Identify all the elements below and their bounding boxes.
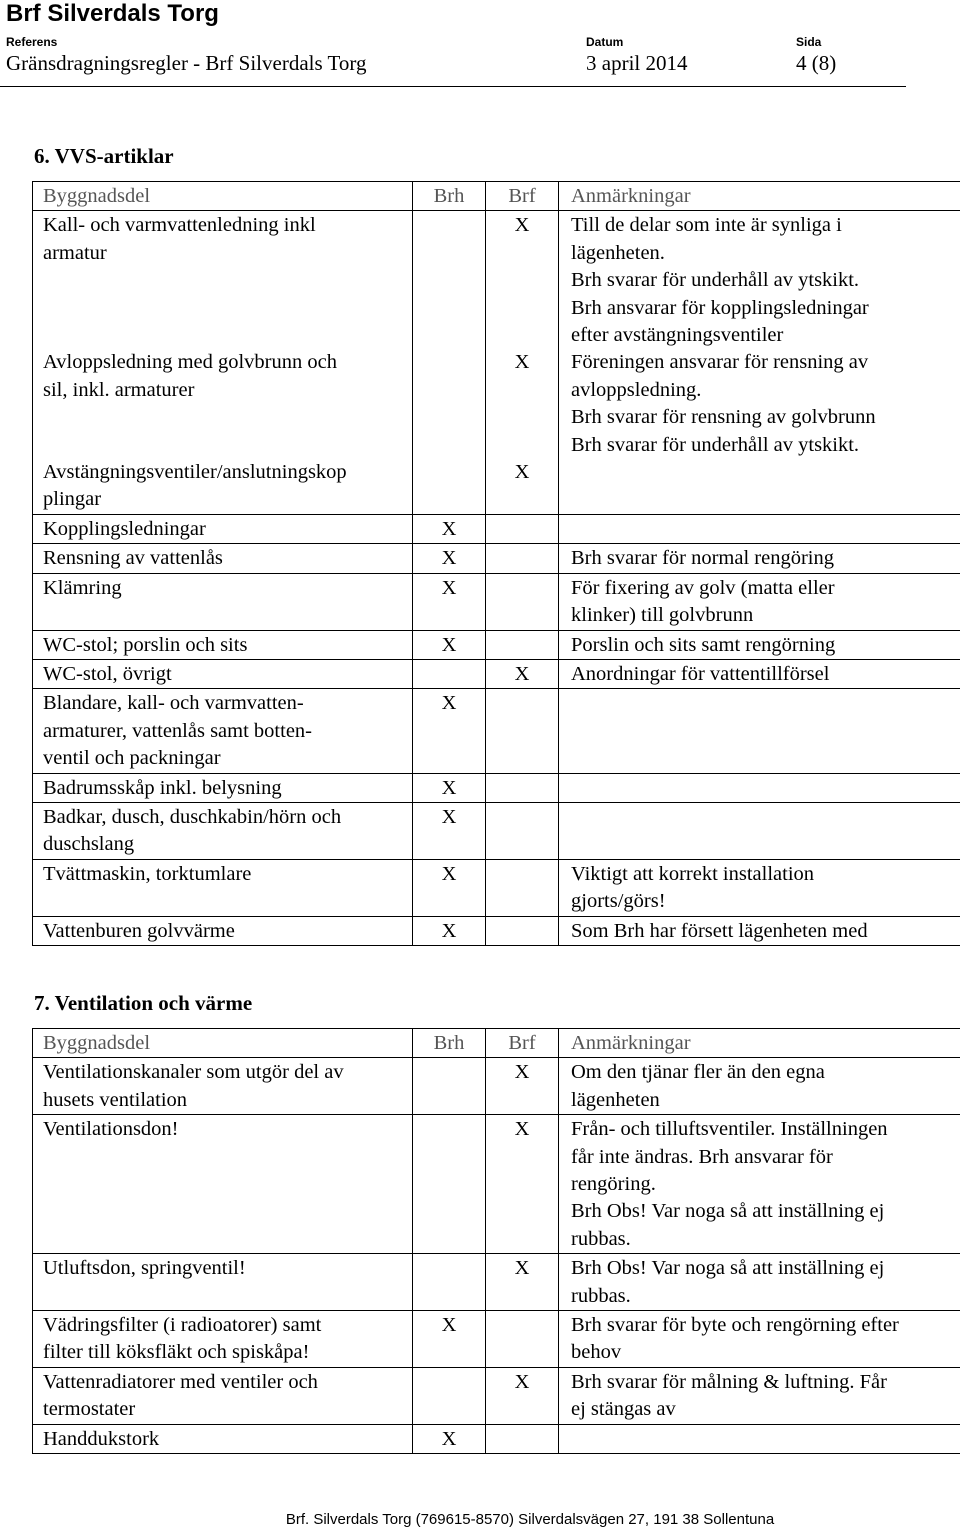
vvs-table bbox=[32, 181, 960, 946]
column-header-notes: Anmärkningar bbox=[559, 182, 960, 211]
table-row bbox=[33, 1424, 960, 1453]
reference-value: Gränsdragningsregler - Brf Silverdals Torg bbox=[6, 51, 367, 75]
building-part-cell: Vattenburen golvvärme bbox=[33, 916, 413, 945]
brf-responsibility-cell bbox=[486, 1311, 559, 1368]
remarks-cell: Till de delar som inte är synliga i lägenheten. Brh svarar för underhåll av ytskikt. Brh ansvarar för kopplingsledningar efter avstängningsventiler Föreningen ansvarar för rensning av avloppsledning. Brh svarar för rensning av golvbrunn Brh svarar för underhåll av ytskikt. bbox=[559, 211, 960, 514]
brh-responsibility-cell: X bbox=[413, 773, 486, 802]
building-part-cell: WC-stol; porslin och sits bbox=[33, 630, 413, 659]
section-title-vvs: 6. VVS-artiklar bbox=[34, 144, 174, 168]
remarks-cell: För fixering av golv (matta eller klinker) till golvbrunn bbox=[559, 573, 960, 630]
organization-title: Brf Silverdals Torg bbox=[6, 0, 219, 27]
table-row bbox=[33, 1254, 960, 1311]
building-part-cell: Badrumsskåp inkl. belysning bbox=[33, 773, 413, 802]
brf-responsibility-cell: X bbox=[486, 1058, 559, 1115]
table-row bbox=[33, 544, 960, 573]
remarks-cell: Om den tjänar fler än den egna lägenheten bbox=[559, 1058, 960, 1115]
brh-responsibility-cell: X bbox=[413, 514, 486, 543]
remarks-cell: Brh svarar för byte och rengörning efter behov bbox=[559, 1311, 960, 1368]
brh-responsibility-cell: X bbox=[413, 689, 486, 773]
building-part-cell: Blandare, kall- och varmvatten- armaturer, vattenlås samt botten- ventil och packningar bbox=[33, 689, 413, 773]
column-header-brh: Brh bbox=[413, 1029, 486, 1058]
brf-responsibility-cell bbox=[486, 630, 559, 659]
remarks-cell bbox=[559, 514, 960, 543]
brf-responsibility-cell bbox=[486, 514, 559, 543]
building-part-cell: Tvättmaskin, torktumlare bbox=[33, 859, 413, 916]
building-part-cell: Rensning av vattenlås bbox=[33, 544, 413, 573]
brh-responsibility-cell bbox=[413, 1254, 486, 1311]
table-row bbox=[33, 802, 960, 859]
brf-responsibility-cell bbox=[486, 1424, 559, 1453]
column-header-part: Byggnadsdel bbox=[33, 1029, 413, 1058]
table-row bbox=[33, 916, 960, 945]
remarks-cell: Från- och tilluftsventiler. Inställningen får inte ändras. Brh ansvarar för rengöring. Brh Obs! Var noga så att inställning ej rubbas. bbox=[559, 1115, 960, 1254]
reference-label: Referens bbox=[6, 35, 58, 49]
brf-responsibility-cell: X bbox=[486, 1254, 559, 1311]
table-row bbox=[33, 514, 960, 543]
column-header-brh: Brh bbox=[413, 182, 486, 211]
brh-responsibility-cell: X bbox=[413, 802, 486, 859]
remarks-cell: Porslin och sits samt rengörning bbox=[559, 630, 960, 659]
brf-responsibility-cell bbox=[486, 773, 559, 802]
brh-responsibility-cell: X bbox=[413, 859, 486, 916]
building-part-cell: Handdukstork bbox=[33, 1424, 413, 1453]
brf-responsibility-cell bbox=[486, 859, 559, 916]
remarks-cell: Anordningar för vattentillförsel bbox=[559, 659, 960, 688]
brh-responsibility-cell bbox=[413, 1367, 486, 1424]
building-part-cell: Ventilationsdon! bbox=[33, 1115, 413, 1254]
building-part-cell: Kopplingsledningar bbox=[33, 514, 413, 543]
table-row bbox=[33, 630, 960, 659]
table-row bbox=[33, 773, 960, 802]
brh-responsibility-cell bbox=[413, 1115, 486, 1254]
ventilation-table bbox=[32, 1028, 960, 1454]
building-part-cell: Ventilationskanaler som utgör del av husets ventilation bbox=[33, 1058, 413, 1115]
brh-responsibility-cell: X bbox=[413, 1424, 486, 1453]
date-label: Datum bbox=[586, 35, 624, 49]
page-footer: Brf. Silverdals Torg (769615-8570) Silverdalsvägen 27, 191 38 Sollentuna bbox=[285, 1511, 775, 1528]
remarks-cell bbox=[559, 689, 960, 773]
ventilation-table-body bbox=[33, 1029, 960, 1454]
building-part-cell: Vädringsfilter (i radioatorer) samt filter till köksfläkt och spiskåpa! bbox=[33, 1311, 413, 1368]
brf-responsibility-cell: X bbox=[486, 1367, 559, 1424]
building-part-cell: Vattenradiatorer med ventiler och termostater bbox=[33, 1367, 413, 1424]
column-header-brf: Brf bbox=[486, 1029, 559, 1058]
building-part-cell: Badkar, dusch, duschkabin/hörn och duschslang bbox=[33, 802, 413, 859]
building-part-cell: WC-stol, övrigt bbox=[33, 659, 413, 688]
table-row bbox=[33, 1311, 960, 1368]
page-label: Sida bbox=[796, 35, 822, 49]
table-row bbox=[33, 659, 960, 688]
remarks-cell: Viktigt att korrekt installation gjorts/görs! bbox=[559, 859, 960, 916]
table-row bbox=[33, 573, 960, 630]
brh-responsibility-cell: X bbox=[413, 1311, 486, 1368]
brh-responsibility-cell bbox=[413, 1058, 486, 1115]
table-row bbox=[33, 689, 960, 773]
table-header-row bbox=[33, 182, 960, 211]
brf-responsibility-cell bbox=[486, 916, 559, 945]
brf-responsibility-cell bbox=[486, 802, 559, 859]
brh-responsibility-cell bbox=[413, 211, 486, 514]
remarks-cell bbox=[559, 802, 960, 859]
remarks-cell bbox=[559, 1424, 960, 1453]
brh-responsibility-cell: X bbox=[413, 573, 486, 630]
brf-responsibility-cell bbox=[486, 544, 559, 573]
page-value: 4 (8) bbox=[796, 51, 837, 75]
brf-responsibility-cell: X X X bbox=[486, 211, 559, 514]
table-row bbox=[33, 211, 960, 514]
brh-responsibility-cell: X bbox=[413, 630, 486, 659]
remarks-cell: Brh svarar för normal rengöring bbox=[559, 544, 960, 573]
brf-responsibility-cell: X bbox=[486, 1115, 559, 1254]
table-header-row bbox=[33, 1029, 960, 1058]
brh-responsibility-cell: X bbox=[413, 916, 486, 945]
building-part-cell: Utluftsdon, springventil! bbox=[33, 1254, 413, 1311]
remarks-cell: Brh svarar för målning & luftning. Får ej stängas av bbox=[559, 1367, 960, 1424]
column-header-notes: Anmärkningar bbox=[559, 1029, 960, 1058]
column-header-part: Byggnadsdel bbox=[33, 182, 413, 211]
table-row bbox=[33, 1115, 960, 1254]
brh-responsibility-cell: X bbox=[413, 544, 486, 573]
table-row bbox=[33, 1367, 960, 1424]
header-divider bbox=[0, 86, 906, 87]
brf-responsibility-cell bbox=[486, 689, 559, 773]
table-row bbox=[33, 859, 960, 916]
building-part-cell: Kall- och varmvattenledning inkl armatur Avloppsledning med golvbrunn och sil, inkl. armaturer Avstängningsventiler/anslutningskop plingar bbox=[33, 211, 413, 514]
table-row bbox=[33, 1058, 960, 1115]
brf-responsibility-cell bbox=[486, 573, 559, 630]
brh-responsibility-cell bbox=[413, 659, 486, 688]
brf-responsibility-cell: X bbox=[486, 659, 559, 688]
remarks-cell: Brh Obs! Var noga så att inställning ej rubbas. bbox=[559, 1254, 960, 1311]
vvs-table-body bbox=[33, 182, 960, 946]
column-header-brf: Brf bbox=[486, 182, 559, 211]
remarks-cell bbox=[559, 773, 960, 802]
date-value: 3 april 2014 bbox=[586, 51, 688, 75]
remarks-cell: Som Brh har försett lägenheten med bbox=[559, 916, 960, 945]
section-title-ventilation: 7. Ventilation och värme bbox=[34, 991, 253, 1015]
building-part-cell: Klämring bbox=[33, 573, 413, 630]
